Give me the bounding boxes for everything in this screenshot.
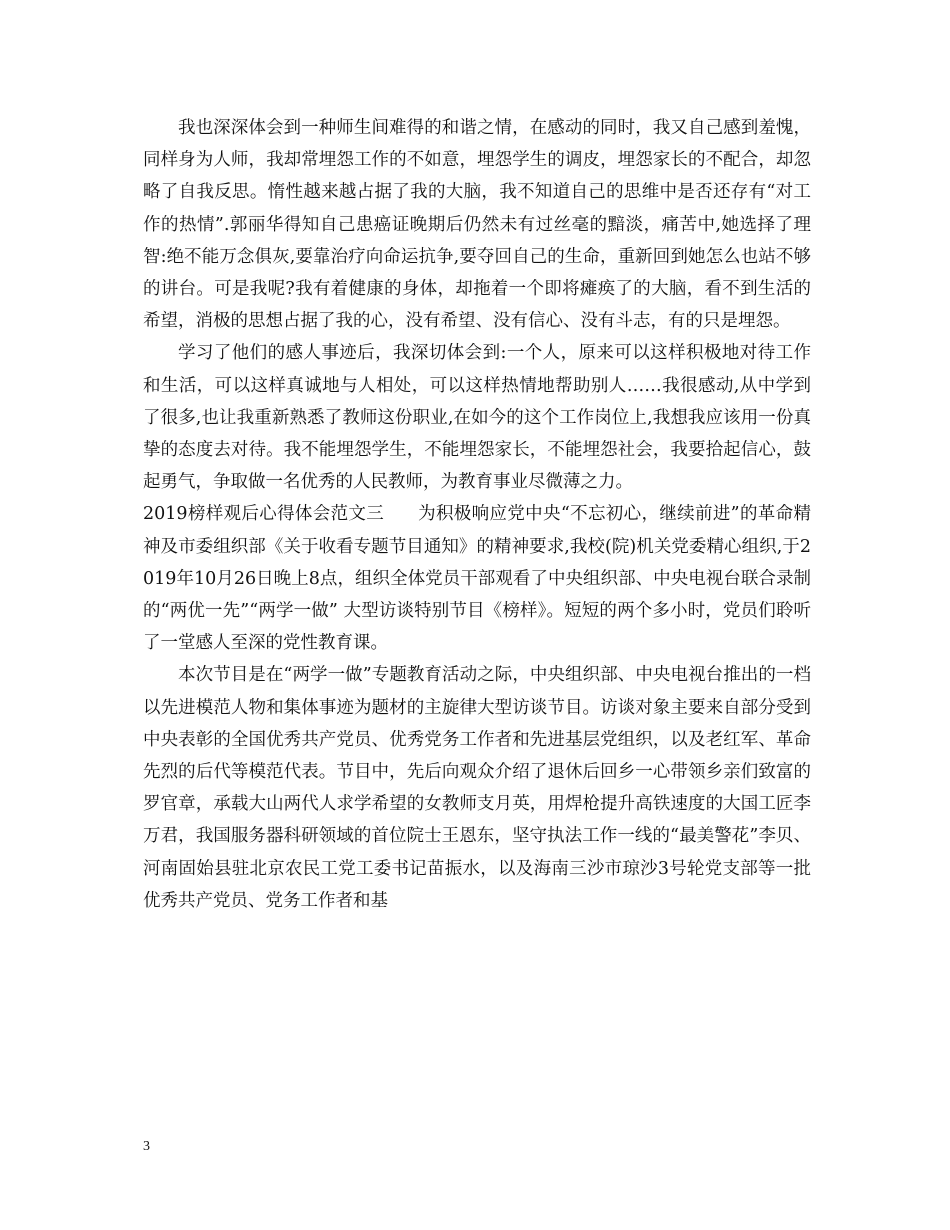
section-title: 2019榜样观后心得体会范文三	[143, 504, 385, 525]
document-body	[143, 112, 811, 917]
paragraph-program: 本次节目是在“两学一做”专题教育活动之际，中央组织部、中央电视台推出的一档以先进模范人物和集体事迹为题材的主旋律大型访谈节目。访谈对象主要来自部分受到中央表彰的全国优秀共产党员、优秀党务工作者和先进基层党组织，以及老红军、革命先烈的后代等模范代表。节目中，先后向观众介绍了退休后回乡一心带领乡亲们致富的罗官章，承载大山两代人求学希望的女教师支月英，用焊枪提升高铁速度的大国工匠李万君，我国服务器科研领域的首位院士王恩东，坚守执法工作一线的“最美警花”李贝、河南固始县驻北京农民工党工委书记苗振水，以及海南三沙市琼沙3号轮党支部等一批优秀共产党员、党务工作者和基	[143, 665, 811, 911]
page-number: 3	[143, 1139, 150, 1154]
paragraph-reflection: 我也深深体会到一种师生间难得的和谐之情，在感动的同时，我又自己感到羞愧，同样身为人师，我却常埋怨工作的不如意，埋怨学生的调皮，埋怨家长的不配合，却忽略了自我反思。惰性越来越占据了我的大脑，我不知道自己的思维中是否还存有“对工作的热情”.郭丽华得知自己患癌证晚期后仍然未有过丝毫的黯淡，痛苦中,她选择了理智:绝不能万念俱灰,要靠治疗向命运抗争,要夺回自己的生命，重新回到她怎么也站不够的讲台。可是我呢?我有着健康的身体，却拖着一个即将瘫痪了的大脑，看不到生活的希望，消极的思想占据了我的心，没有希望、没有信心、没有斗志，有的只是埋怨。	[143, 118, 811, 332]
paragraph-section-start	[143, 498, 811, 659]
section-first-paragraph: 为积极响应党中央“不忘初心，继续前进”的革命精神及市委组织部《关于收看专题节目通知》的精神要求,我校(院)机关党委精心组织,于2019年10月26日晚上8点，组织全体党员干部观看了中央组织部、中央电视台联合录制的“两优一先”“两学一做” 大型访谈特别节目《榜样》。短短的两个多小时，党员们聆听了一堂感人至深的党性教育课。	[143, 504, 811, 654]
paragraph-learning: 学习了他们的感人事迹后，我深切体会到:一个人，原来可以这样积极地对待工作和生活，可以这样真诚地与人相处，可以这样热情地帮助别人……我很感动,从中学到了很多,也让我重新熟悉了教师这份职业,在如今的这个工作岗位上,我想我应该用一份真挚的态度去对待。我不能埋怨学生，不能埋怨家长，不能埋怨社会，我要拾起信心，鼓起勇气，争取做一名优秀的人民教师，为教育事业尽微薄之力。	[143, 343, 811, 493]
